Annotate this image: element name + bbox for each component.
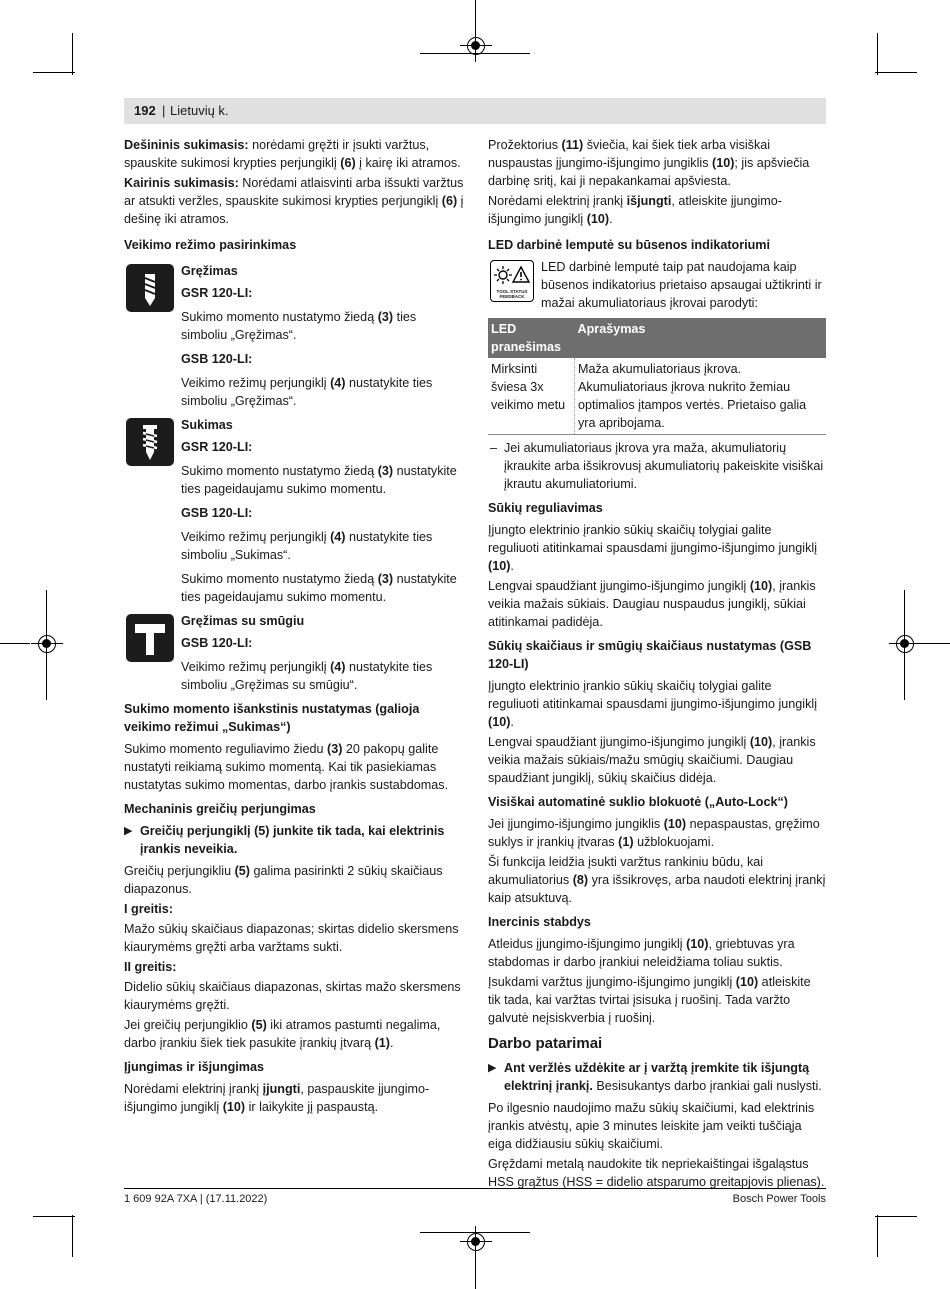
paragraph: Greičių perjungikliu (5) galima pasirinkti 2 sūkių skaičiaus diapazonus.: [124, 864, 443, 896]
tool-status-feedback-icon: TOOL STATUS FEEDBACK: [490, 260, 534, 302]
section-heading: Sukimo momento išankstinis nustatymas (galioja veikimo režimui „Sukimas“): [124, 702, 420, 734]
crop-mark: [877, 1215, 878, 1257]
mode-impact-drilling: Gręžimas su smūgiu GSB 120-LI: Veikimo režimų perjungiklį (4) nustatykite ties simboliu „Gręžimas su smūgiu“.: [124, 612, 464, 694]
paragraph: Norėdami elektrinį įrankį įjungti, paspauskite įjungimo-išjungimo jungiklį (10) ir laikykite jį paspaustą.: [124, 1082, 430, 1114]
crop-mark: [33, 72, 75, 73]
section-heading: Mechaninis greičių perjungimas: [124, 802, 316, 816]
arrow-right-icon: ▶: [124, 825, 133, 837]
crop-mark: [72, 1215, 73, 1257]
paragraph: Įjungto elektrinio įrankio sūkių skaičių tolygiai galite reguliuoti atitinkamai spausdami įjungimo-išjungimo jungiklį (10).: [488, 679, 817, 729]
paragraph: Mažo sūkių skaičiaus diapazonas; skirtas didelio skersmens kiaurymėms gręžti arba varžtams sukti.: [124, 922, 459, 954]
right-column: [488, 136, 826, 1193]
led-status-table: [488, 318, 826, 435]
header-separator: |: [162, 103, 166, 118]
drill-bit-icon: [126, 264, 174, 312]
section-heading: Visiškai automatinė suklio blokuotė („Auto-Lock“): [488, 795, 788, 809]
paragraph-left-rotation: Kairinis sukimasis: Norėdami atlaisvinti arba išsukti varžtus ar atsukti veržles, spauskite sukimosi krypties perjungiklį (6) į dešinę iki atramos.: [124, 176, 464, 226]
section-heading: Sūkių skaičiaus ir smūgių skaičiaus nustatymas (GSB 120-LI): [488, 639, 812, 671]
paragraph: Jei įjungimo-išjungimo jungiklis (10) nepaspaustas, gręžimo suklys ir įrankių įtvaras (1) užblokuojami.: [488, 817, 820, 849]
paragraph: Lengvai spaudžiant įjungimo-išjungimo jungiklį (10), įrankis veikia mažais sūkiais. Daugiau nuspaudus jungiklį, sūkiai atitinkamai padidėja.: [488, 579, 816, 629]
paragraph: Įjungto elektrinio įrankio sūkių skaičių tolygiai galite reguliuoti atitinkamai spausdami įjungimo-išjungimo jungiklį (10).: [488, 523, 817, 573]
table-cell: Maža akumuliatoriaus įkrova. Akumuliatoriaus įkrova nukrito žemiau optimalios įtampos vertės. Prietaiso galia yra apribojama.: [575, 358, 827, 435]
section-heading: Įjungimas ir išjungimas: [124, 1060, 264, 1074]
paragraph: Jei greičių perjungiklio (5) iki atramos pastumti negalima, darbo įrankiu šiek tiek pasukite įrankių įtvarą (1).: [124, 1018, 441, 1050]
screw-icon: [126, 418, 174, 466]
crop-mark: [877, 33, 878, 75]
paragraph-right-rotation: Dešininis sukimasis: norėdami gręžti ir įsukti varžtus, spauskite sukimosi krypties perjungiklį (6) į kairę iki atramos.: [124, 138, 461, 170]
paragraph: Norėdami elektrinį įrankį išjungti, atleiskite įjungimo-išjungimo jungiklį (10).: [488, 194, 782, 226]
paragraph: LED darbinė lemputė taip pat naudojama kaip būsenos indikatorius prietaiso apsaugai užtikrinti ir mažai akumuliatoriaus įkrovai parodyti:: [541, 260, 822, 310]
led-info-block: [488, 258, 826, 312]
registration-mark-icon: [896, 635, 914, 653]
left-column: [124, 136, 464, 1118]
section-heading: Veikimo režimo pasirinkimas: [124, 238, 297, 252]
paragraph: Sukimo momento reguliavimo žiedu (3) 20 pakopų galite nustatyti reikiamą sukimo momentą. Kai tik pasiekiamas nustatytas sukimo momentas, darbo įrankis sustabdomas.: [124, 742, 449, 792]
paragraph: Gręždami metalą naudokite tik nepriekaištingai išgaląstus HSS grąžtus (HSS = dideliо atsparumo greitapjovis plienas).: [488, 1157, 825, 1189]
section-heading: Sūkių reguliavimas: [488, 501, 603, 515]
section-heading: Inercinis stabdys: [488, 915, 591, 929]
hammer-icon: [126, 614, 174, 662]
table-header-cell: LED pranešimas: [488, 318, 575, 358]
mode-drilling: Gręžimas GSR 120-LI: Sukimo momento nustatymo žiedą (3) ties simboliu „Gręžimas“. GSB 120-LI: Veikimo režimų perjungiklį (4) nustatykite ties simboliu „Gręžimas“.: [124, 262, 464, 410]
page-number: 192: [134, 103, 156, 118]
paragraph: Po ilgesnio naudojimo mažu sūkių skaičiumi, kad elektrinis įrankis atvėstų, apie 3 minutes leiskite jam veikti tuščiąja eiga didžiausiu sūkių skaičiumi.: [488, 1101, 815, 1151]
table-header-row: [488, 318, 826, 358]
footer-doc-id: 1 609 92A 7XA | (17.11.2022): [124, 1193, 268, 1205]
section-heading: LED darbinė lemputė su būsenos indikatoriumi: [488, 238, 771, 252]
paragraph: Prožektorius (11) šviečia, kai šiek tiek arba visiškai nuspaustas įjungimo-išjungimo jungiklis (10); jis apšviečia darbinę sritį, kai ji nepakankamai apšviesta.: [488, 138, 810, 188]
footer-brand: Bosch Power Tools: [732, 1193, 826, 1205]
header-language: Lietuvių k.: [170, 103, 229, 118]
crop-mark: [0, 643, 30, 644]
crop-mark: [475, 0, 476, 30]
paragraph: Lengvai spaudžiant įjungimo-išjungimo jungiklį (10), įrankis veikia mažais sūkiais/mažu smūgių skaičiumi. Daugiau spaudžiant jungiklį, sūkių skaičius didėja.: [488, 735, 816, 785]
page-header: [124, 98, 826, 124]
crop-mark: [72, 33, 73, 75]
warning-note: ▶ Ant veržlės uždėkite ar į varžtą įremkite tik išjungtą elektrinį įrankį. Besisukantys darbo įrankiai gali nuslysti.: [488, 1061, 822, 1093]
crop-mark: [875, 72, 917, 73]
crop-mark: [920, 643, 950, 644]
warning-note: ▶ Greičių perjungiklį (5) junkite tik tada, kai elektrinis įrankis neveikia.: [124, 824, 445, 856]
registration-mark-icon: [467, 1233, 485, 1251]
paragraph: Įsukdami varžtus įjungimo-išjungimo jungiklį (10) atleiskite tik tada, kai varžtas tvirtai įsisuka į ruošinį. Tada varžto galvutė neįsiskverbia į ruošinį.: [488, 975, 811, 1025]
mode-screwdriving: Sukimas GSR 120-LI: Sukimo momento nustatymo žiedą (3) nustatykite ties pageidaujamu sukimo momentu. GSB 120-LI: Veikimo režimų perjungiklį (4) nustatykite ties simboliu „Sukimas“. Sukimo momento nustatymo žiedą (3) nustatykite ties pageidaujamu sukimo momentu.: [124, 416, 464, 606]
crop-mark: [875, 1216, 917, 1217]
subheading: II greitis:: [124, 960, 177, 974]
paragraph: Didelio sūkių skaičiaus diapazonas, skirtas mažo skersmens kiaurymėms gręžti.: [124, 980, 461, 1012]
paragraph: Ši funkcija leidžia įsukti varžtus rankiniu būdu, kai akumuliatorius (8) yra išsikrovęs, arba naudoti elektrinį įrankį kaip atsuktuvą.: [488, 855, 826, 905]
arrow-right-icon: ▶: [488, 1062, 497, 1074]
registration-mark-icon: [38, 635, 56, 653]
table-row: [488, 358, 826, 435]
section-title: Darbo patarimai: [488, 1035, 603, 1052]
registration-mark-icon: [467, 37, 485, 55]
crop-mark: [475, 1258, 476, 1289]
table-header-cell: Aprašymas: [575, 318, 827, 358]
paragraph: Atleidus įjungimo-išjungimo jungiklį (10), griebtuvas yra stabdomas ir darbo įrankiui neleidžiama toliau suktis.: [488, 937, 795, 969]
subheading: I greitis:: [124, 902, 173, 916]
dash-list-item: – Jei akumuliatoriaus įkrova yra maža, akumuliatorių įkraukite arba išsikrovusį akumuliatorių pakeiskite visiškai įkrautu akumuliatoriumi.: [490, 441, 824, 491]
page-footer: [124, 1188, 826, 1205]
crop-mark: [33, 1216, 75, 1217]
table-cell: Mirksinti šviesa 3x veikimo metu: [488, 358, 575, 435]
